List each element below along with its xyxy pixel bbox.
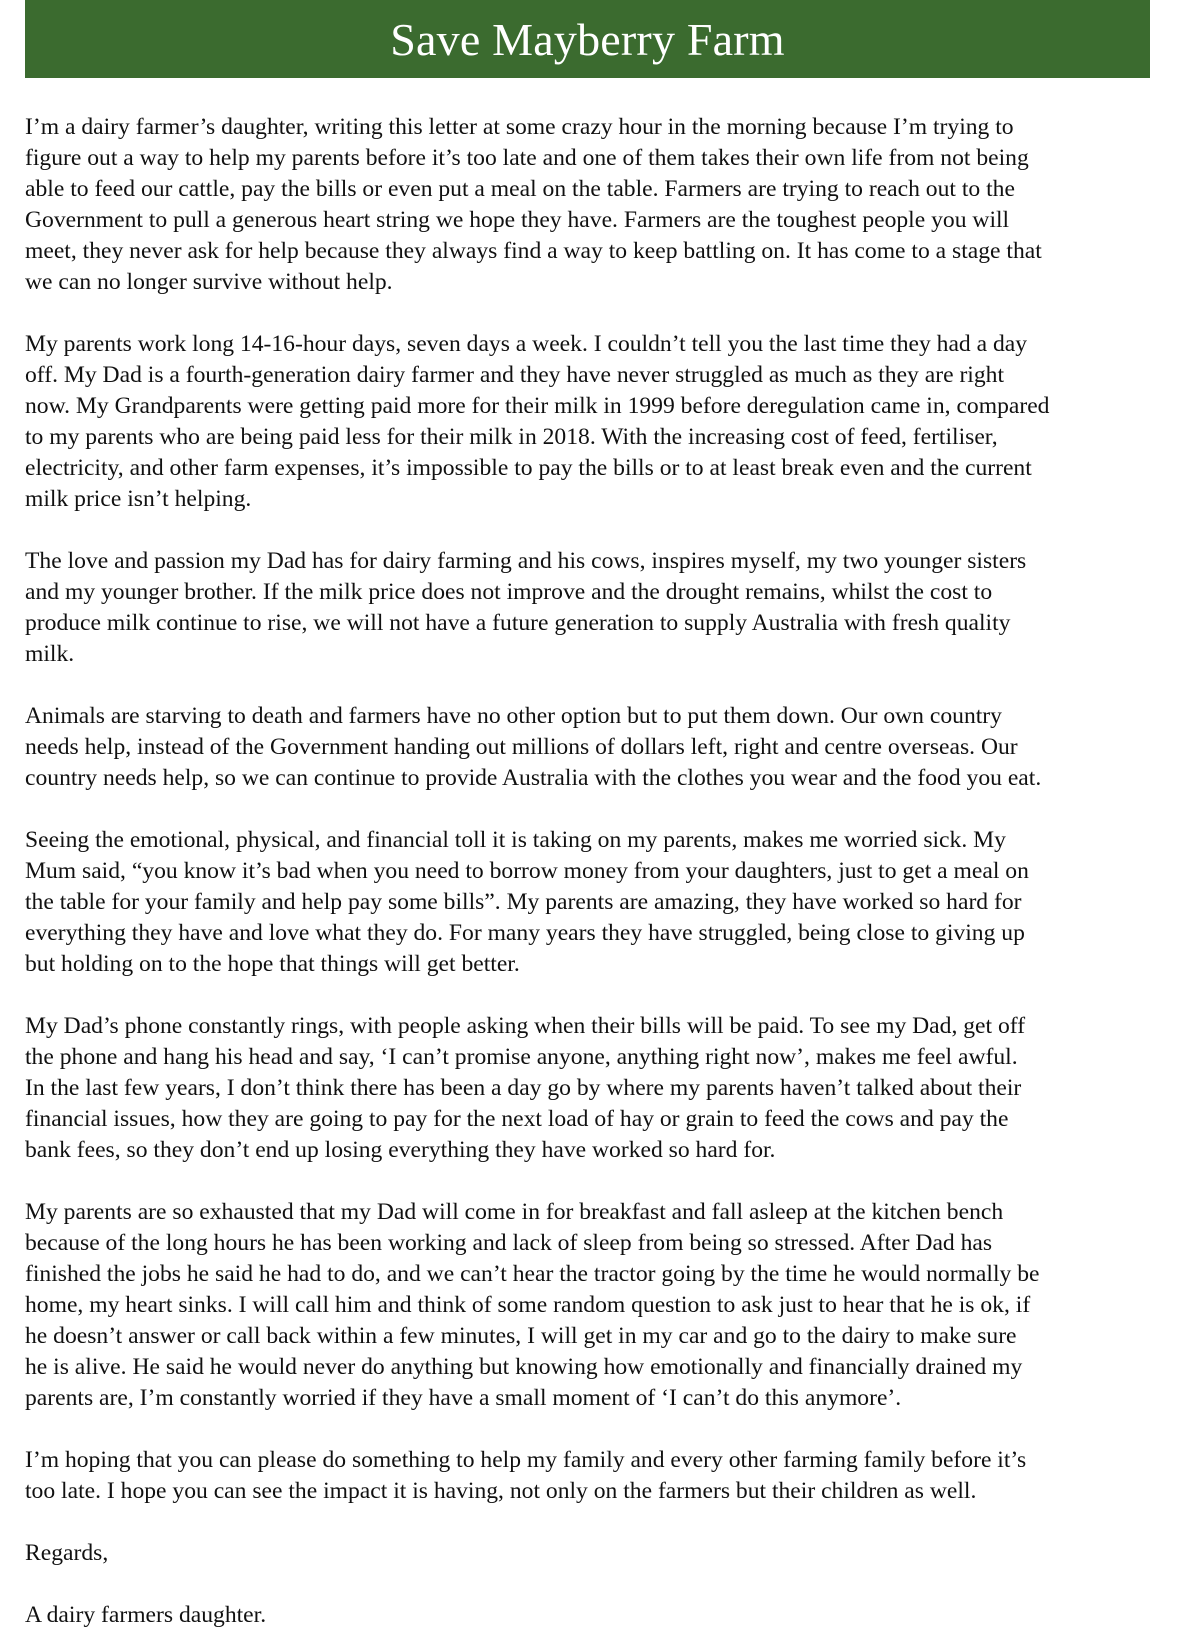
letter-paragraph-7: My parents are so exhausted that my Dad will come in for breakfast and fall asleep at the kitchen bench because of the long hours he has been working and lack of sleep from being so stressed. After Dad has finished the jobs he said he had to do, and we can’t hear the tractor going by the time he would normally be home, my heart sinks. I will call him and think of some random question to ask just to hear that he is ok, if he doesn’t answer or call back within a few minutes, I will get in my car and go to the dairy to make sure he is alive. He said he would never do anything but knowing how emotionally and financially drained my parents are, I’m constantly worried if they have a small moment of ‘I can’t do this anymore’. bbox=[25, 1199, 1040, 1411]
title-banner bbox=[25, 0, 1150, 78]
letter-body bbox=[25, 112, 1160, 1631]
letter-paragraph-6: My Dad’s phone constantly rings, with people asking when their bills will be paid. To see my Dad, get off the phone and hang his head and say, ‘I can’t promise anyone, anything right now’, makes me feel awful. In the last few years, I don’t think there has been a day go by where my parents haven’t talked about their financial issues, how they are going to pay for the next load of hay or grain to feed the cows and pay the bank fees, so they don’t end up losing everything they have worked so hard for. bbox=[25, 1013, 1026, 1163]
letter-signature: A dairy farmers daughter. bbox=[25, 1602, 267, 1628]
letter-paragraph-4: Animals are starving to death and farmers have no other option but to put them down. Our own country needs help, instead of the Government handing out millions of dollars left, right and centre overseas. Our country needs help, so we can continue to provide Australia with the clothes you wear and the food you eat. bbox=[25, 703, 1042, 791]
letter-paragraph-2: My parents work long 14-16-hour days, seven days a week. I couldn’t tell you the last time they had a day off. My Dad is a fourth-generation dairy farmer and they have never struggled as much as they are right now. My Grandparents were getting paid more for their milk in 1999 before deregulation came in, compared to my parents who are being paid less for their milk in 2018. With the increasing cost of feed, fertiliser, electricity, and other farm expenses, it’s impossible to pay the bills or to at least break even and the current milk price isn’t helping. bbox=[25, 331, 1050, 512]
page-title: Save Mayberry Farm bbox=[390, 14, 785, 65]
letter-paragraph-5: Seeing the emotional, physical, and financial toll it is taking on my parents, makes me worried sick. My Mum said, “you know it’s bad when you need to borrow money from your daughters, just to get a meal on the table for your family and help pay some bills”. My parents are amazing, they have worked so hard for everything they have and love what they do. For many years they have struggled, being close to giving up but holding on to the hope that things will get better. bbox=[25, 827, 1029, 977]
letter-paragraph-8: I’m hoping that you can please do something to help my family and every other farming family before it’s too late. I hope you can see the impact it is having, not only on the farmers but their children as well. bbox=[25, 1447, 1027, 1504]
letter-closing: Regards, bbox=[25, 1540, 109, 1566]
letter-paragraph-3: The love and passion my Dad has for dairy farming and his cows, inspires myself, my two younger sisters and my younger brother. If the milk price does not improve and the drought remains, whilst the cost to produce milk continue to rise, we will not have a future generation to supply Australia with fresh quality milk. bbox=[25, 548, 1027, 667]
letter-paragraph-1: I’m a dairy farmer’s daughter, writing this letter at some crazy hour in the morning because I’m trying to figure out a way to help my parents before it’s too late and one of them takes their own life from not being able to feed our cattle, pay the bills or even put a meal on the table. Farmers are trying to reach out to the Government to pull a generous heart string we hope they have. Farmers are the toughest people you will meet, they never ask for help because they always find a way to keep battling on. It has come to a stage that we can no longer survive without help. bbox=[25, 114, 1042, 295]
